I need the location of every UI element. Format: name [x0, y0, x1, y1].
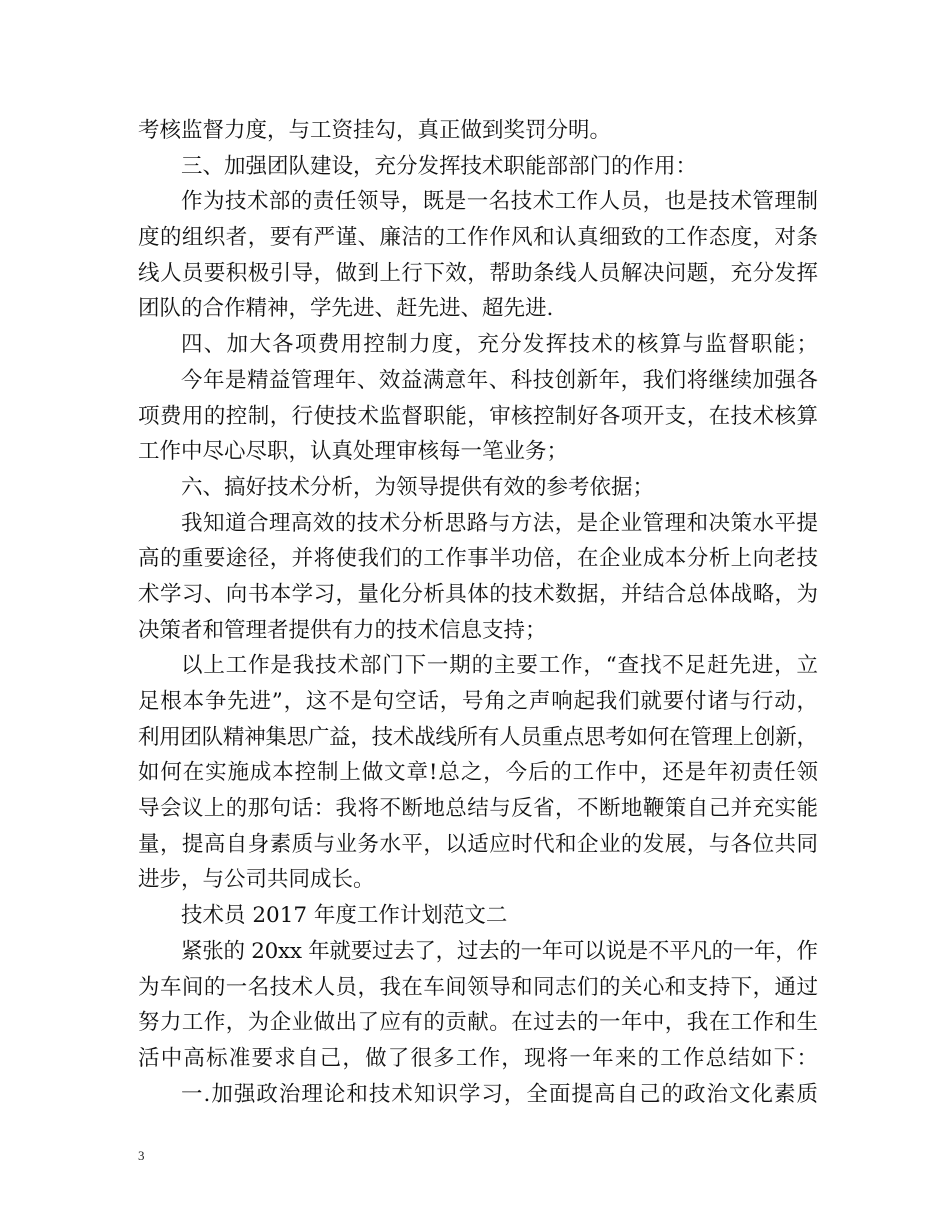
text-line: 考核监督力度，与工资挂勾，真正做到奖罚分明。 — [138, 118, 612, 143]
text-line: 作为技术部的责任领导，既是一名技术工作人员，也是技术管理制 — [181, 189, 819, 215]
document-body — [138, 113, 818, 1112]
text-line: 量，提高自身素质与业务水平，以适应时代和企业的发展，与各位共同 — [138, 831, 819, 857]
text-line: 高的重要途径，并将使我们的工作事半功倍，在企业成本分析上向老技 — [138, 546, 819, 572]
text-line: 度的组织者，要有严谨、廉洁的工作作风和认真细致的工作态度，对条 — [138, 225, 819, 251]
text-line: 今年是精益管理年、效益满意年、科技创新年，我们将继续加强各 — [181, 367, 819, 393]
text-line: 三、加强团队建设，充分发挥技术职能部部门的作用： — [181, 153, 698, 179]
text-line: 利用团队精神集思广益，技术战线所有人员重点思考如何在管理上创新， — [138, 724, 818, 750]
page-number: 3 — [138, 1148, 145, 1163]
text-line: 一.加强政治理论和技术知识学习，全面提高自己的政治文化素质 — [181, 1081, 819, 1107]
text-line: 工作中尽心尽职，认真处理审核每一笔业务； — [138, 439, 569, 465]
text-line: 紧张的 20xx 年就要过去了，过去的一年可以说是不平凡的一年，作 — [181, 938, 818, 964]
text-line: 线人员要积极引导，做到上行下效，帮助条线人员解决问题，充分发挥 — [138, 260, 819, 286]
text-line: 努力工作，为企业做出了应有的贡献。在过去的一年中，我在工作和生 — [138, 1010, 819, 1036]
text-line: 六、搞好技术分析，为领导提供有效的参考依据； — [181, 474, 655, 500]
text-line: 以上工作是我技术部门下一期的主要工作，“查找不足赶先进，立 — [181, 653, 819, 679]
text-line: 为车间的一名技术人员，我在车间领导和同志们的关心和支持下，通过 — [138, 974, 819, 1000]
text-line: 活中高标准要求自己，做了很多工作，现将一年来的工作总结如下： — [138, 1045, 820, 1071]
text-line: 我知道合理高效的技术分析思路与方法，是企业管理和决策水平提 — [181, 510, 819, 536]
text-line: 如何在实施成本控制上做文章!总之，今后的工作中，还是年初责任领 — [138, 760, 819, 786]
text-line: 术学习、向书本学习，量化分析具体的技术数据，并结合总体战略，为 — [138, 581, 819, 607]
text-line: 四、加大各项费用控制力度，充分发挥技术的核算与监督职能； — [181, 332, 820, 358]
text-line: 足根本争先进”，这不是句空话，号角之声响起我们就要付诸与行动， — [138, 689, 819, 714]
text-line: 导会议上的那句话：我将不断地总结与反省，不断地鞭策自己并充实能 — [138, 796, 819, 822]
text-line: 团队的合作精神，学先进、赶先进、超先进. — [138, 296, 554, 322]
text-line: 技术员 2017 年度工作计划范文二 — [181, 903, 508, 929]
text-line: 进步，与公司共同成长。 — [138, 867, 375, 893]
text-line: 决策者和管理者提供有力的技术信息支持； — [138, 617, 547, 643]
text-line: 项费用的控制，行使技术监督职能，审核控制好各项开支，在技术核算 — [138, 403, 819, 429]
